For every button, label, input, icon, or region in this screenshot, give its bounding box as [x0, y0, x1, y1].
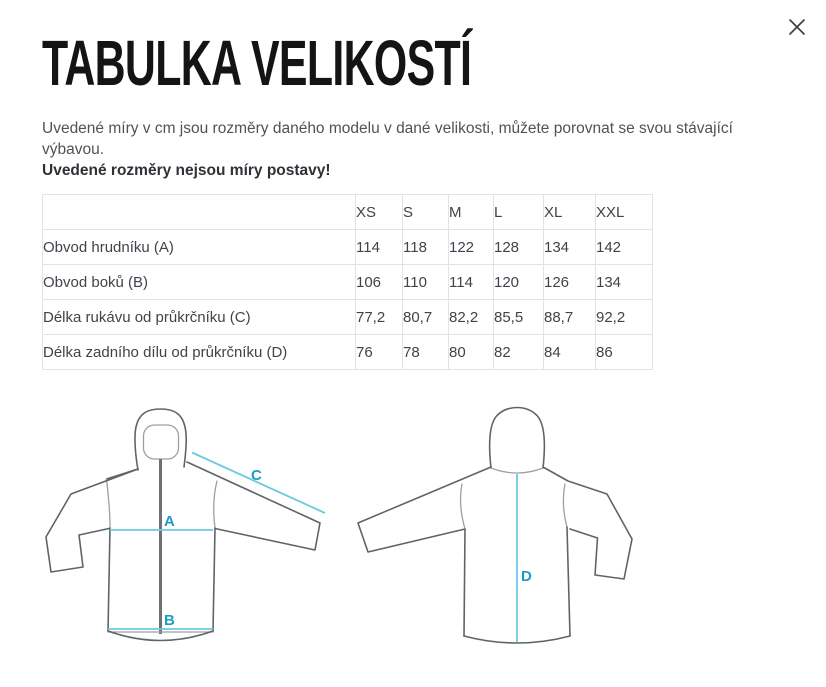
size-value: 110	[403, 265, 449, 300]
size-value: 80,7	[403, 300, 449, 335]
measurement-label-a: A	[164, 513, 175, 530]
size-value: 86	[596, 335, 653, 370]
size-diagram	[30, 396, 826, 687]
intro-line: Uvedené míry v cm jsou rozměry daného modelu v dané velikosti, můžete porovnat se svou stávající výbavou.	[42, 120, 733, 158]
size-value: 82	[494, 335, 544, 370]
size-value: 118	[403, 230, 449, 265]
size-column-header: M	[449, 195, 494, 230]
corner-cell	[43, 195, 356, 230]
size-value: 106	[356, 265, 403, 300]
size-value: 134	[544, 230, 596, 265]
size-column-header: XXL	[596, 195, 653, 230]
size-value: 78	[403, 335, 449, 370]
size-value: 126	[544, 265, 596, 300]
size-column-header: XS	[356, 195, 403, 230]
size-value: 76	[356, 335, 403, 370]
size-value: 85,5	[494, 300, 544, 335]
size-column-header: L	[494, 195, 544, 230]
size-value: 82,2	[449, 300, 494, 335]
size-value: 134	[596, 265, 653, 300]
size-value: 122	[449, 230, 494, 265]
page-title: TABULKA VELIKOSTÍ	[42, 27, 472, 99]
intro-warning: Uvedené rozměry nejsou míry postavy!	[42, 162, 331, 179]
size-value: 80	[449, 335, 494, 370]
size-value: 120	[494, 265, 544, 300]
size-value: 92,2	[596, 300, 653, 335]
size-value: 77,2	[356, 300, 403, 335]
size-value: 88,7	[544, 300, 596, 335]
measurement-label-c: C	[251, 467, 262, 484]
size-value: 114	[356, 230, 403, 265]
intro-text	[42, 118, 784, 181]
measurement-label: Obvod boků (B)	[43, 265, 356, 300]
table-row	[43, 335, 653, 370]
size-value: 128	[494, 230, 544, 265]
size-column-header: S	[403, 195, 449, 230]
size-column-header: XL	[544, 195, 596, 230]
table-header-row	[43, 195, 653, 230]
measurement-label: Délka rukávu od průkrčníku (C)	[43, 300, 356, 335]
close-icon	[787, 17, 807, 37]
jacket-diagrams	[30, 396, 675, 686]
size-value: 114	[449, 265, 494, 300]
jacket-back-diagram	[358, 408, 632, 644]
table-row	[43, 300, 653, 335]
table-row	[43, 230, 653, 265]
size-table	[42, 194, 653, 370]
measurement-label-b: B	[164, 612, 175, 629]
size-value: 142	[596, 230, 653, 265]
close-button[interactable]	[780, 10, 814, 44]
measurement-label: Délka zadního dílu od průkrčníku (D)	[43, 335, 356, 370]
measurement-label: Obvod hrudníku (A)	[43, 230, 356, 265]
size-value: 84	[544, 335, 596, 370]
jacket-front-diagram	[46, 409, 325, 641]
measurement-label-d: D	[521, 568, 532, 585]
table-row	[43, 265, 653, 300]
